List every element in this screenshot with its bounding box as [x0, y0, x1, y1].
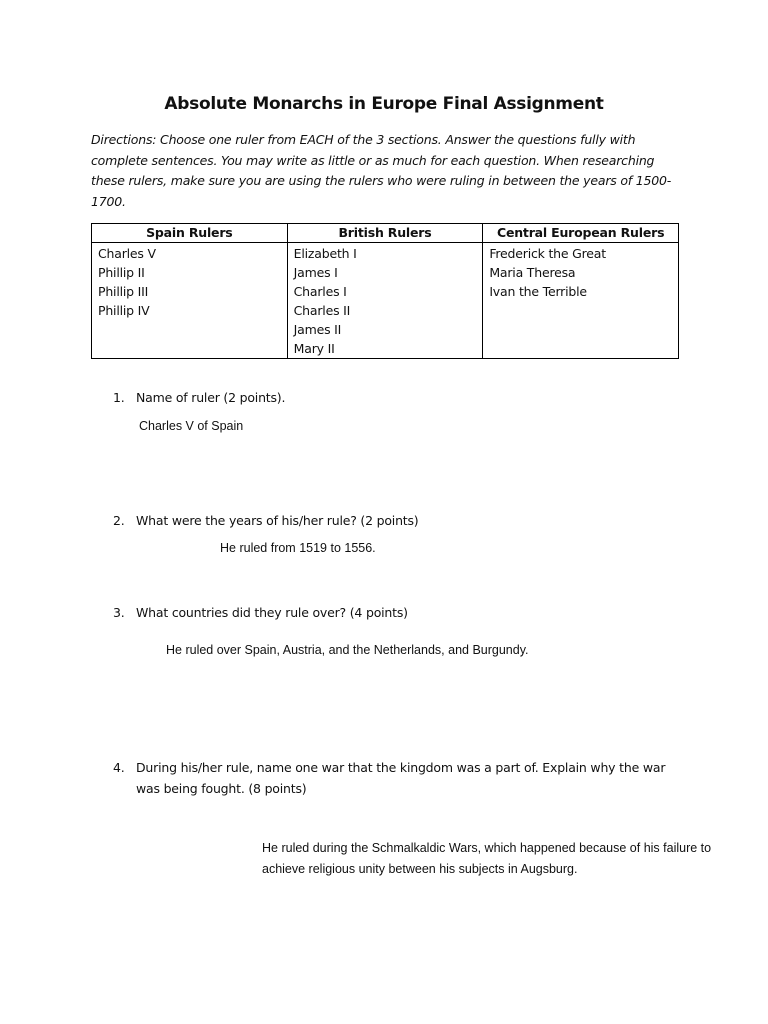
question-1: [113, 387, 683, 408]
answer-line: He ruled during the Schmalkaldic Wars, which happened because of his failure to: [262, 841, 712, 855]
spain-rulers-cell: [92, 243, 288, 359]
ruler-name: Charles II: [293, 303, 351, 318]
question-3: [113, 602, 683, 623]
ruler-name: James I: [293, 265, 338, 280]
answer-1: Charles V of Spain: [139, 419, 244, 433]
answer-2: He ruled from 1519 to 1556.: [220, 541, 376, 555]
ruler-name: Frederick the Great: [489, 246, 606, 261]
answer-3: He ruled over Spain, Austria, and the Netherlands, and Burgundy.: [166, 643, 529, 657]
question-text: Name of ruler (2 points).: [136, 390, 286, 405]
header-spain-rulers: Spain Rulers: [92, 224, 288, 243]
question-text: What countries did they rule over? (4 points): [136, 605, 408, 620]
ruler-name: Charles V: [98, 246, 156, 261]
question-number: 2.: [113, 513, 125, 528]
ruler-name: Elizabeth I: [293, 246, 357, 261]
ruler-name: Ivan the Terrible: [489, 284, 587, 299]
central-european-rulers-cell: [483, 243, 679, 359]
rulers-table: [91, 223, 679, 359]
directions-text: Directions: Choose one ruler from EACH of the 3 sections. Answer the questions fully with complete sentences. You may write as little or as much for each question. When researching these rulers, make sure you are using the rulers who were ruling in between the years of 1500-1700.: [91, 132, 672, 209]
british-rulers-cell: [287, 243, 483, 359]
ruler-name: Charles I: [293, 284, 347, 299]
question-number: 3.: [113, 605, 125, 620]
document-title: Absolute Monarchs in Europe Final Assignment: [164, 94, 604, 114]
question-2: [113, 510, 683, 531]
question-text: During his/her rule, name one war that the kingdom was a part of. Explain why the war was being fought. (8 points): [136, 760, 666, 796]
answer-4: [262, 838, 752, 880]
header-british-rulers: British Rulers: [287, 224, 483, 243]
header-central-european-rulers: Central European Rulers: [483, 224, 679, 243]
question-text: What were the years of his/her rule? (2 points): [136, 513, 419, 528]
ruler-name: Mary II: [293, 341, 335, 356]
ruler-name: Maria Theresa: [489, 265, 576, 280]
ruler-name: James II: [293, 322, 342, 337]
ruler-name: Phillip II: [98, 265, 145, 280]
question-number: 4.: [113, 760, 125, 775]
question-4: [113, 757, 683, 799]
question-number: 1.: [113, 390, 125, 405]
ruler-name: Phillip IV: [98, 303, 150, 318]
ruler-name: Phillip III: [98, 284, 149, 299]
answer-line: achieve religious unity between his subjects in Augsburg.: [262, 862, 578, 876]
